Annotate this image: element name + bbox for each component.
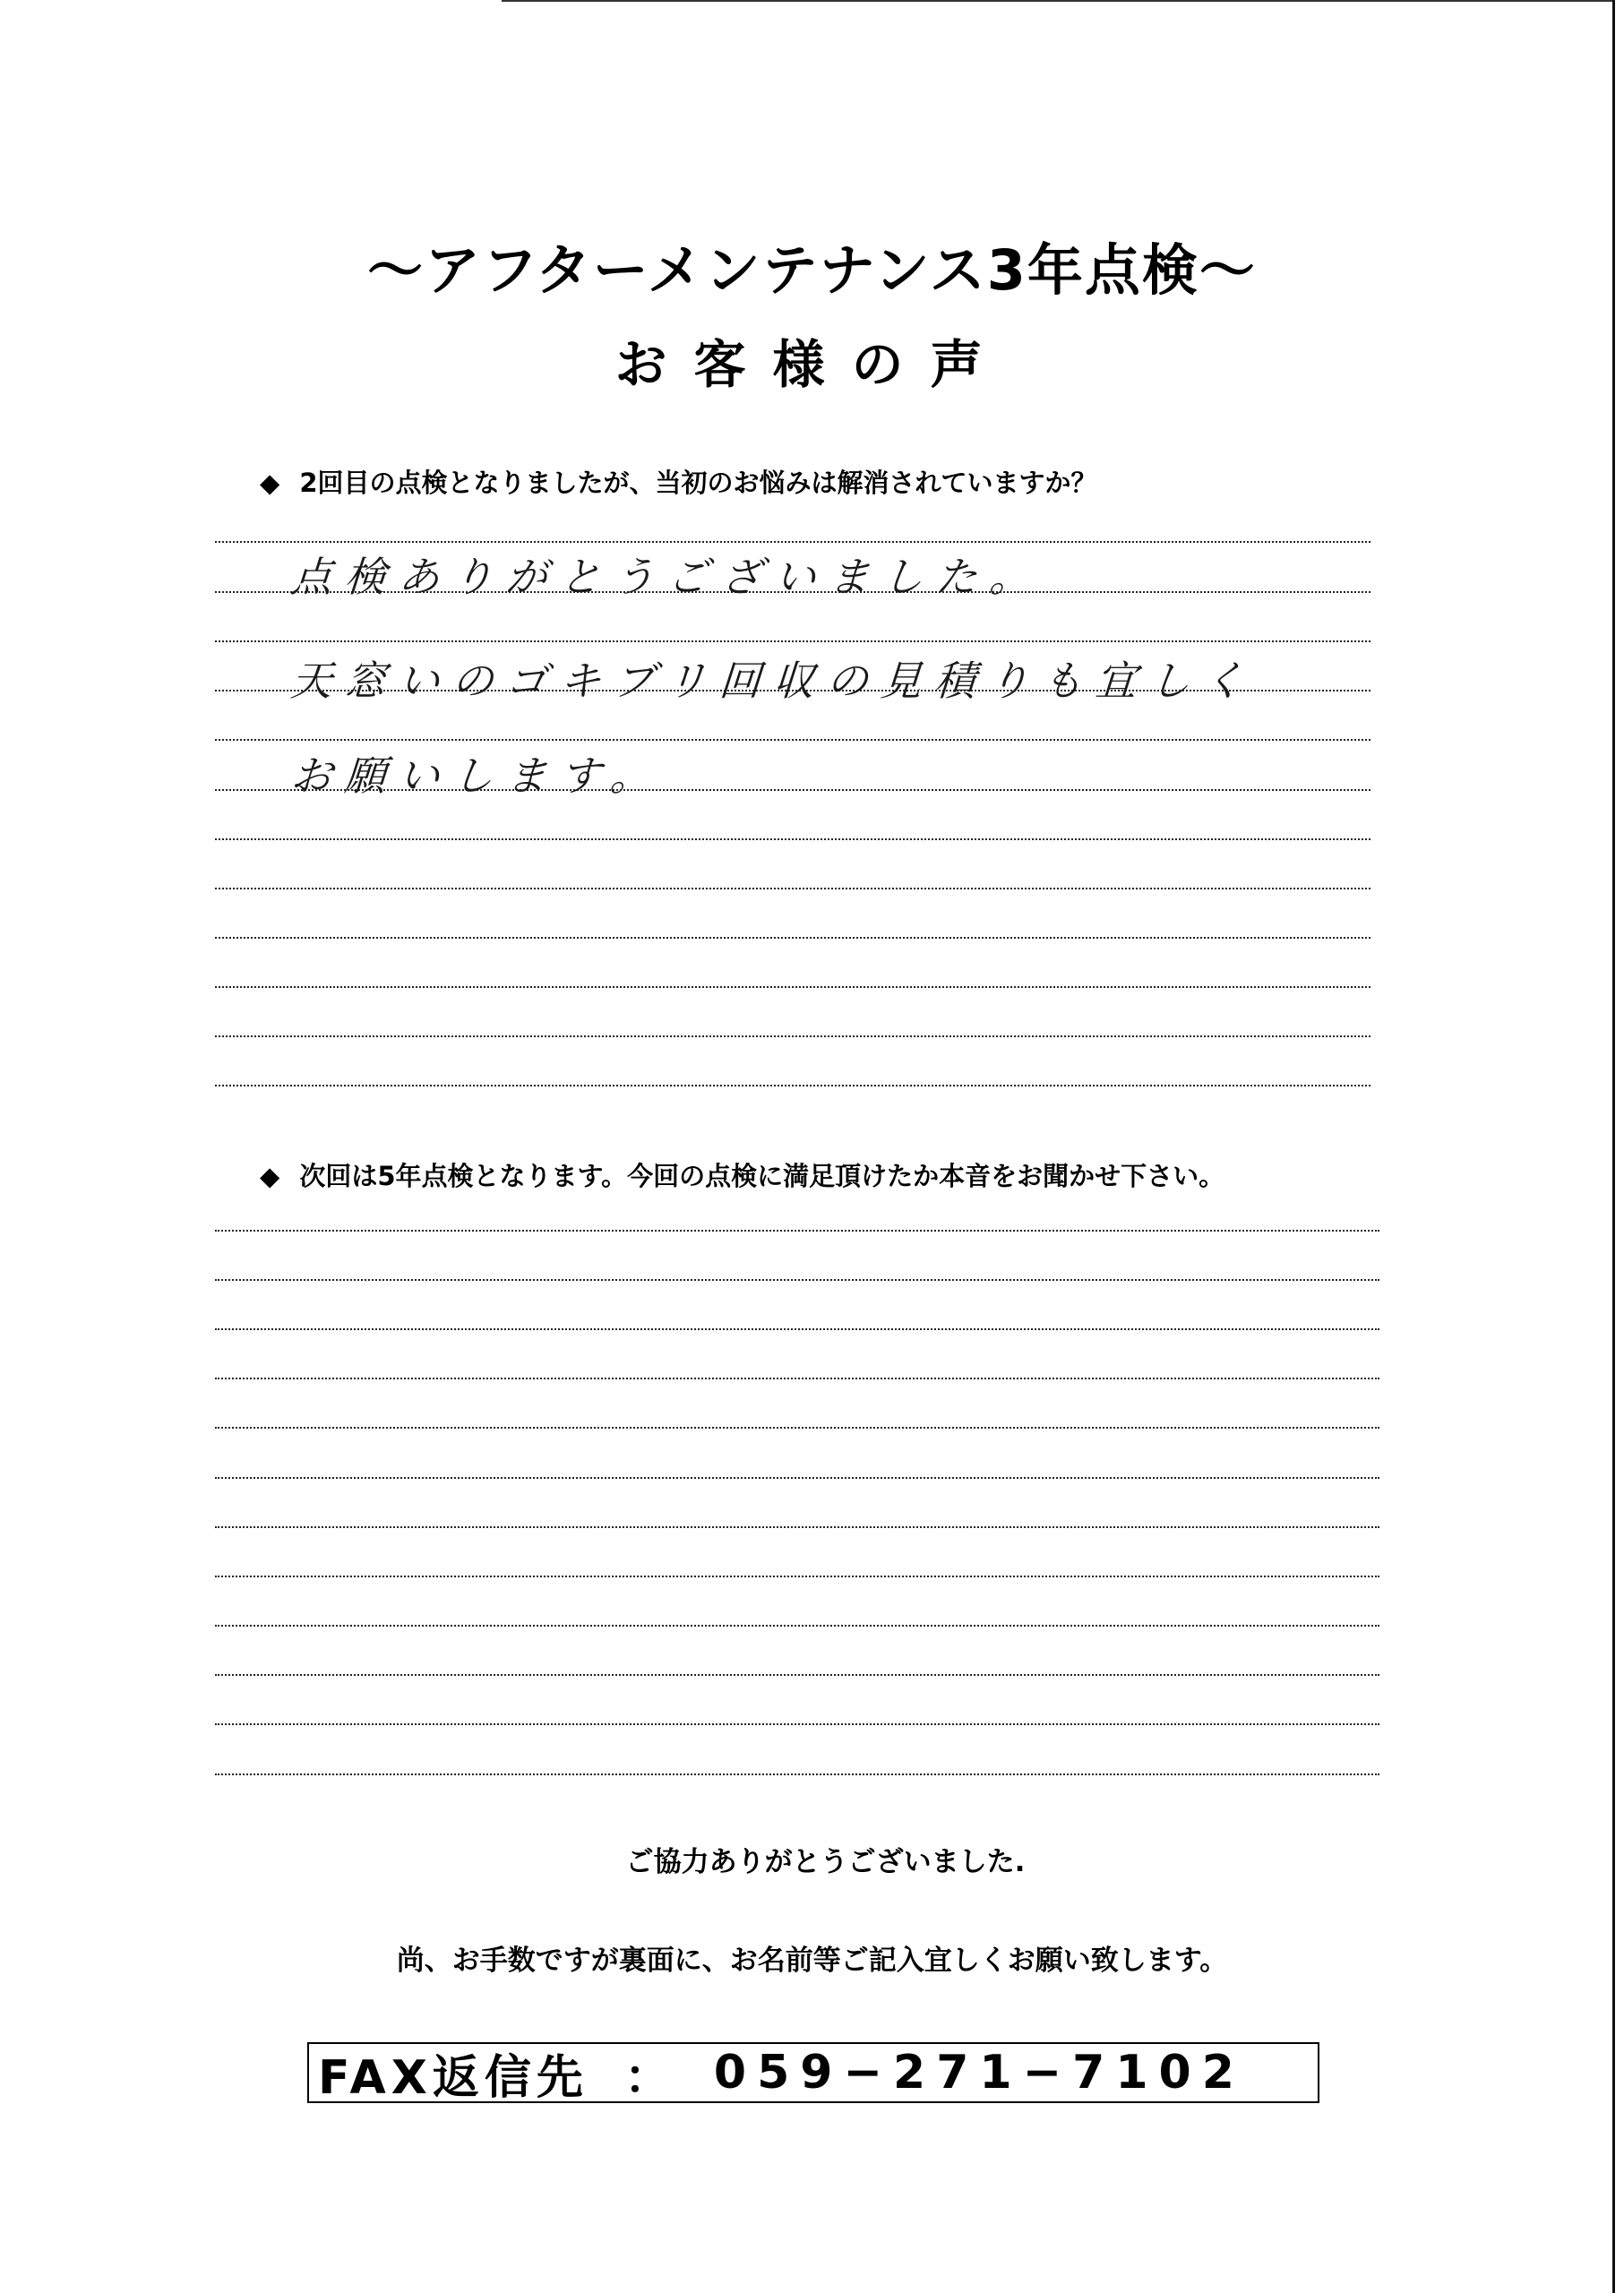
ruled-line [215,986,1371,988]
question-2 [260,1156,1224,1193]
ruled-line [215,1328,1379,1330]
back-side-note: 尚、お手数ですが裏面に、お名前等ご記入宜しくお願い致します。 [396,1945,1228,1977]
ruled-line [215,1035,1371,1037]
handwritten-answer-line-2: 天窓いのゴキブリ回収の見積りも宜しく [288,657,1259,705]
ruled-line [215,739,1371,741]
page-subtitle: お客様の声 [614,334,1010,395]
handwritten-answer-line-3: お願いします。 [288,751,666,800]
ruled-line [215,1773,1379,1775]
question-1 [260,463,1097,500]
thanks-message: ご協力ありがとうございました. [625,1846,1026,1878]
ruled-line [215,888,1371,889]
ruled-line [215,1230,1379,1232]
page-title: 〜アフターメンテナンス3年点検〜 [367,237,1257,303]
ruled-line [215,1576,1379,1577]
ruled-line [215,640,1371,642]
fax-colon: ： [623,2050,671,2105]
ruled-line [215,1427,1379,1429]
ruled-line [215,1279,1379,1281]
scan-edge-top [502,0,1612,2]
ruled-line [215,838,1371,840]
ruled-line [215,1625,1379,1627]
bullet-icon: ◆ [260,468,280,498]
ruled-line [215,1674,1379,1676]
ruled-line [215,541,1371,543]
ruled-line [215,937,1371,939]
fax-number: 059−271−7102 [713,2046,1245,2100]
ruled-line [215,1477,1379,1479]
question-1-text: 2回目の点検となりましたが、当初のお悩みは解消されていますか？ [299,468,1097,498]
bullet-icon: ◆ [260,1161,280,1191]
ruled-line [215,1085,1371,1086]
fax-label: FAX返信先 [318,2050,589,2105]
ruled-line [215,1378,1379,1379]
ruled-line [215,1526,1379,1528]
handwritten-answer-line-1: 点検ありがとうございました。 [288,553,1045,601]
ruled-line [215,1723,1379,1725]
question-2-text: 次回は5年点検となります。今回の点検に満足頂けたか本音をお聞かせ下さい。 [299,1161,1225,1191]
fax-reply-box [307,2042,1319,2103]
